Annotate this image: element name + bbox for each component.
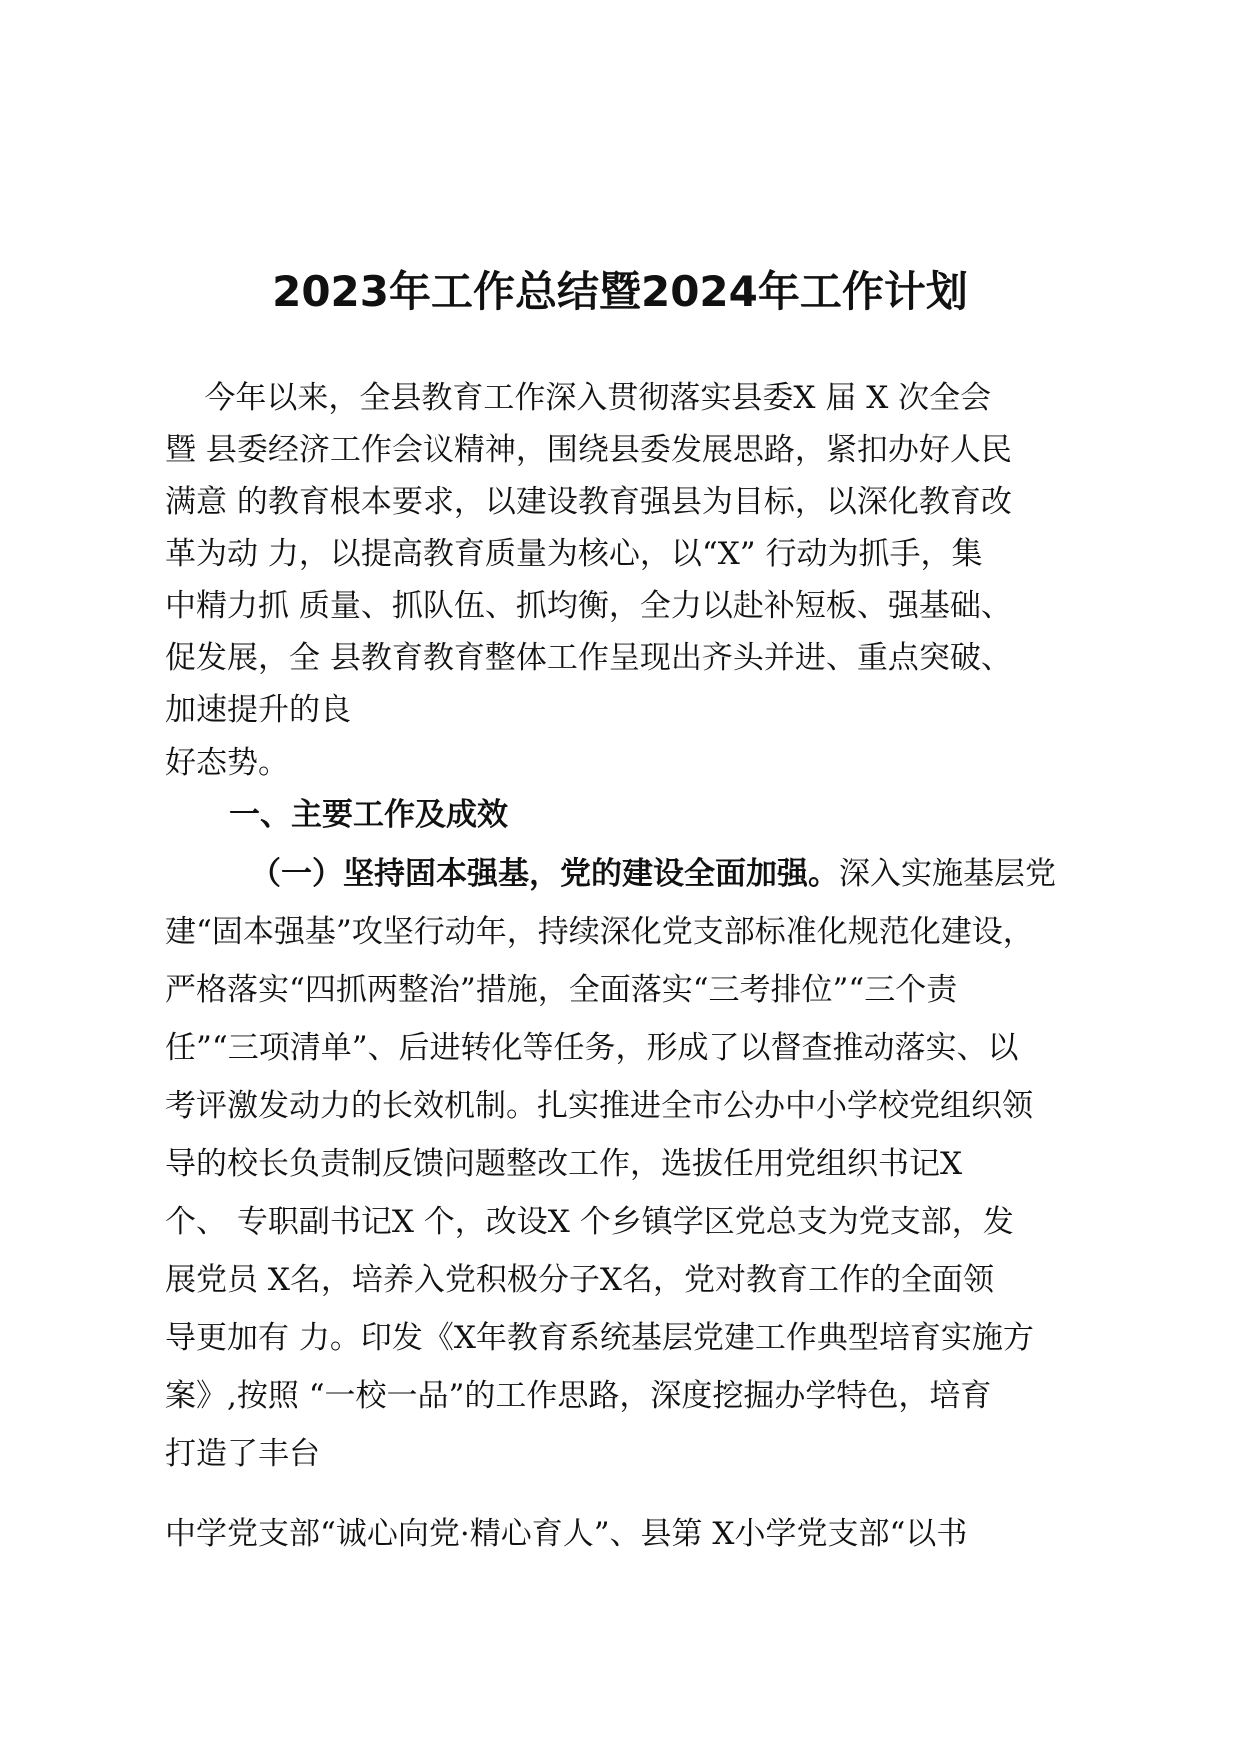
subsection-heading: （一）坚持固本强基，党的建设全面加强。 xyxy=(250,856,839,892)
body-line-4: 考评激发动力的长效机制。扎实推进全市公办中小学校党组织领 xyxy=(165,1088,1033,1124)
body-line-8: 导更加有 力。印发《X年教育系统基层党建工作典型培育实施方 xyxy=(165,1320,1034,1356)
intro-line-2: 暨 县委经济工作会议精神，围绕县委发展思路，紧扣办好人民 xyxy=(165,432,1012,468)
body-line-6: 个、 专职副书记X 个，改设X 个乡镇学区党总支为党支部，发 xyxy=(165,1204,1014,1240)
intro-line-6: 促发展，全 县教育教育整体工作呈现出齐头并进、重点突破、 xyxy=(165,640,1012,676)
intro-line-7: 加速提升的良 xyxy=(165,692,351,728)
intro-line-3: 满意 的教育根本要求，以建设教育强县为目标，以深化教育改 xyxy=(165,484,1012,520)
body-line-9: 案》,按照 “一校一品”的工作思路，深度挖掘办学特色，培育 xyxy=(165,1378,992,1414)
subsection-first-line-rest: 深入实施基层党 xyxy=(839,856,1056,892)
body-line-7: 展党员 X名，培养入党积极分子X名，党对教育工作的全面领 xyxy=(165,1262,994,1298)
intro-tail: 好态势。 xyxy=(165,745,289,781)
body-line-3: 任”“三项清单”、后进转化等任务，形成了以督查推动落实、以 xyxy=(165,1030,1019,1066)
section-heading: 一、主要工作及成效 xyxy=(229,797,508,833)
body-line-5: 导的校长负责制反馈问题整改工作，选拔任用党组织书记X xyxy=(165,1146,963,1182)
page-title: 2023年工作总结暨2024年工作计划 xyxy=(272,267,968,316)
body-line-last: 中学党支部“诚心向党·精心育人”、县第 X小学党支部“以书 xyxy=(165,1516,968,1552)
body-line-2: 严格落实“四抓两整治”措施，全面落实“三考排位”“三个责 xyxy=(165,972,958,1008)
body-line-10: 打造了丰台 xyxy=(165,1436,320,1472)
sub-heading-line xyxy=(250,854,1056,894)
body-line-1: 建“固本强基”攻坚行动年，持续深化党支部标准化规范化建设， xyxy=(165,914,1034,950)
intro-line-4: 革为动 力，以提高教育质量为核心，以“X” 行动为抓手，集 xyxy=(165,536,983,572)
intro-line-5: 中精力抓 质量、抓队伍、抓均衡，全力以赴补短板、强基础、 xyxy=(165,588,1012,624)
intro-line-1: 今年以来，全县教育工作深入贯彻落实县委X 届 X 次全会 xyxy=(165,380,992,416)
